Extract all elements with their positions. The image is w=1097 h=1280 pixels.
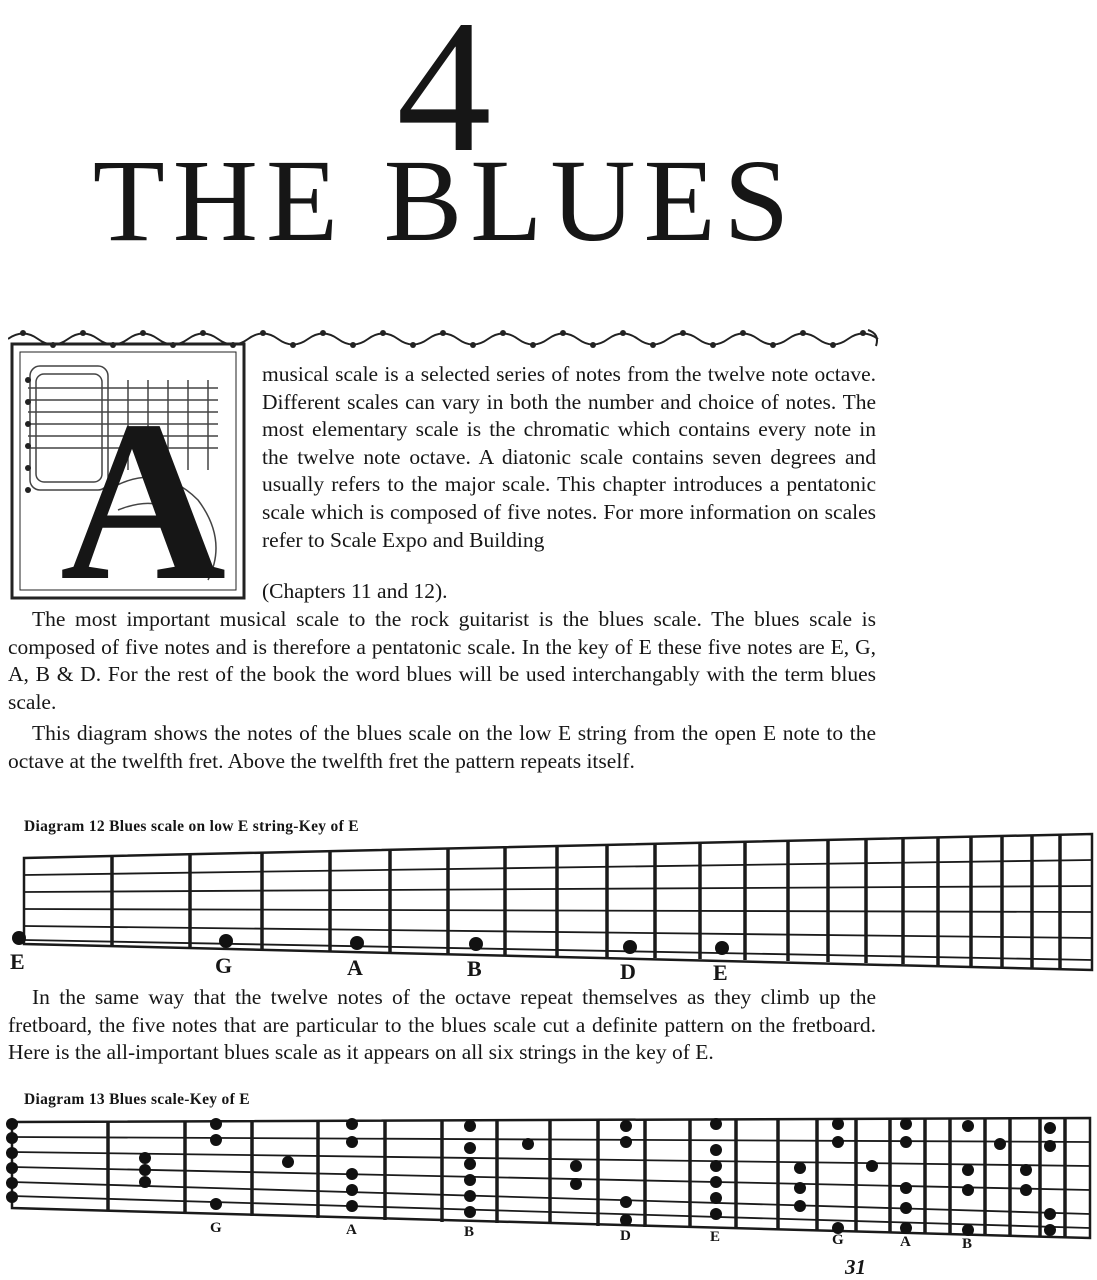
drop-cap-letter: A <box>60 373 227 602</box>
note-label-e: E <box>10 949 25 974</box>
note-label-g: G <box>215 953 233 978</box>
d13-label-b2: B <box>962 1236 973 1252</box>
chapter-number: 4 <box>396 0 494 192</box>
diagram-12-caption: Diagram 12 Blues scale on low E string-Key of E <box>24 818 359 835</box>
note-label-a: A <box>347 955 363 980</box>
d13-label-a: A <box>346 1222 357 1238</box>
d13-label-e: E <box>710 1229 721 1245</box>
note-dot-b <box>469 937 483 951</box>
intro-paragraph: musical scale is a selected series of notes from the twelve note octave. Different scales can vary in both the number and choice of notes. The most elementary scale is the chromatic which contains every note in the twelve note octave. A diatonic scale contains seven degrees and usually refers to the major scale. This chapter introduces a pentatonic scale which is composed of five notes. For more information on scales refer to Scale Expo and Building <box>262 362 876 552</box>
d13-label-d: D <box>620 1228 631 1244</box>
body-paragraph-diagram-intro: This diagram shows the notes of the blues scale on the low E string from the open E note to the octave at the twelfth fret. Above the twelfth fret the pattern repeats itself. <box>8 721 876 773</box>
note-dot-d <box>623 940 637 954</box>
chapter-title: THE BLUES <box>92 135 798 266</box>
body-paragraph-blues-scale: The most important musical scale to the rock guitarist is the blues scale. The blues scale is composed of five notes and is therefore a pentatonic scale. In the key of E these five notes are E, G, A, B & D. For the rest of the book the word blues will be used interchangably with the term blues scale. <box>8 607 876 714</box>
d13-label-g2: G <box>832 1232 844 1248</box>
note-label-d: D <box>620 959 636 984</box>
d13-label-a2: A <box>900 1234 911 1250</box>
note-dot-e-octave <box>715 941 729 955</box>
intro-paragraph-end: (Chapters 11 and 12). <box>262 579 448 603</box>
body-paragraph-all-strings: In the same way that the twelve notes of the octave repeat themselves as they climb up the fretboard, the five notes that are particular to the blues scale cut a definite pattern on the fretboard. Here is the all-important blues scale as it appears on all six strings in the key of E. <box>8 985 876 1065</box>
diagram-13-fretboard <box>0 1110 1097 1260</box>
note-dot-a <box>350 936 364 950</box>
note-label-b: B <box>467 956 482 981</box>
diagram-13-caption: Diagram 13 Blues scale-Key of E <box>24 1091 250 1108</box>
drop-cap-illustration <box>8 340 248 602</box>
d13-label-b: B <box>464 1224 475 1240</box>
diagram-12-fretboard <box>0 832 1097 992</box>
note-dot-g <box>219 934 233 948</box>
page-number: 31 <box>845 1255 866 1279</box>
note-dot-e-open <box>12 931 26 945</box>
note-label-e-octave: E <box>713 960 728 985</box>
d13-label-g: G <box>210 1220 222 1236</box>
